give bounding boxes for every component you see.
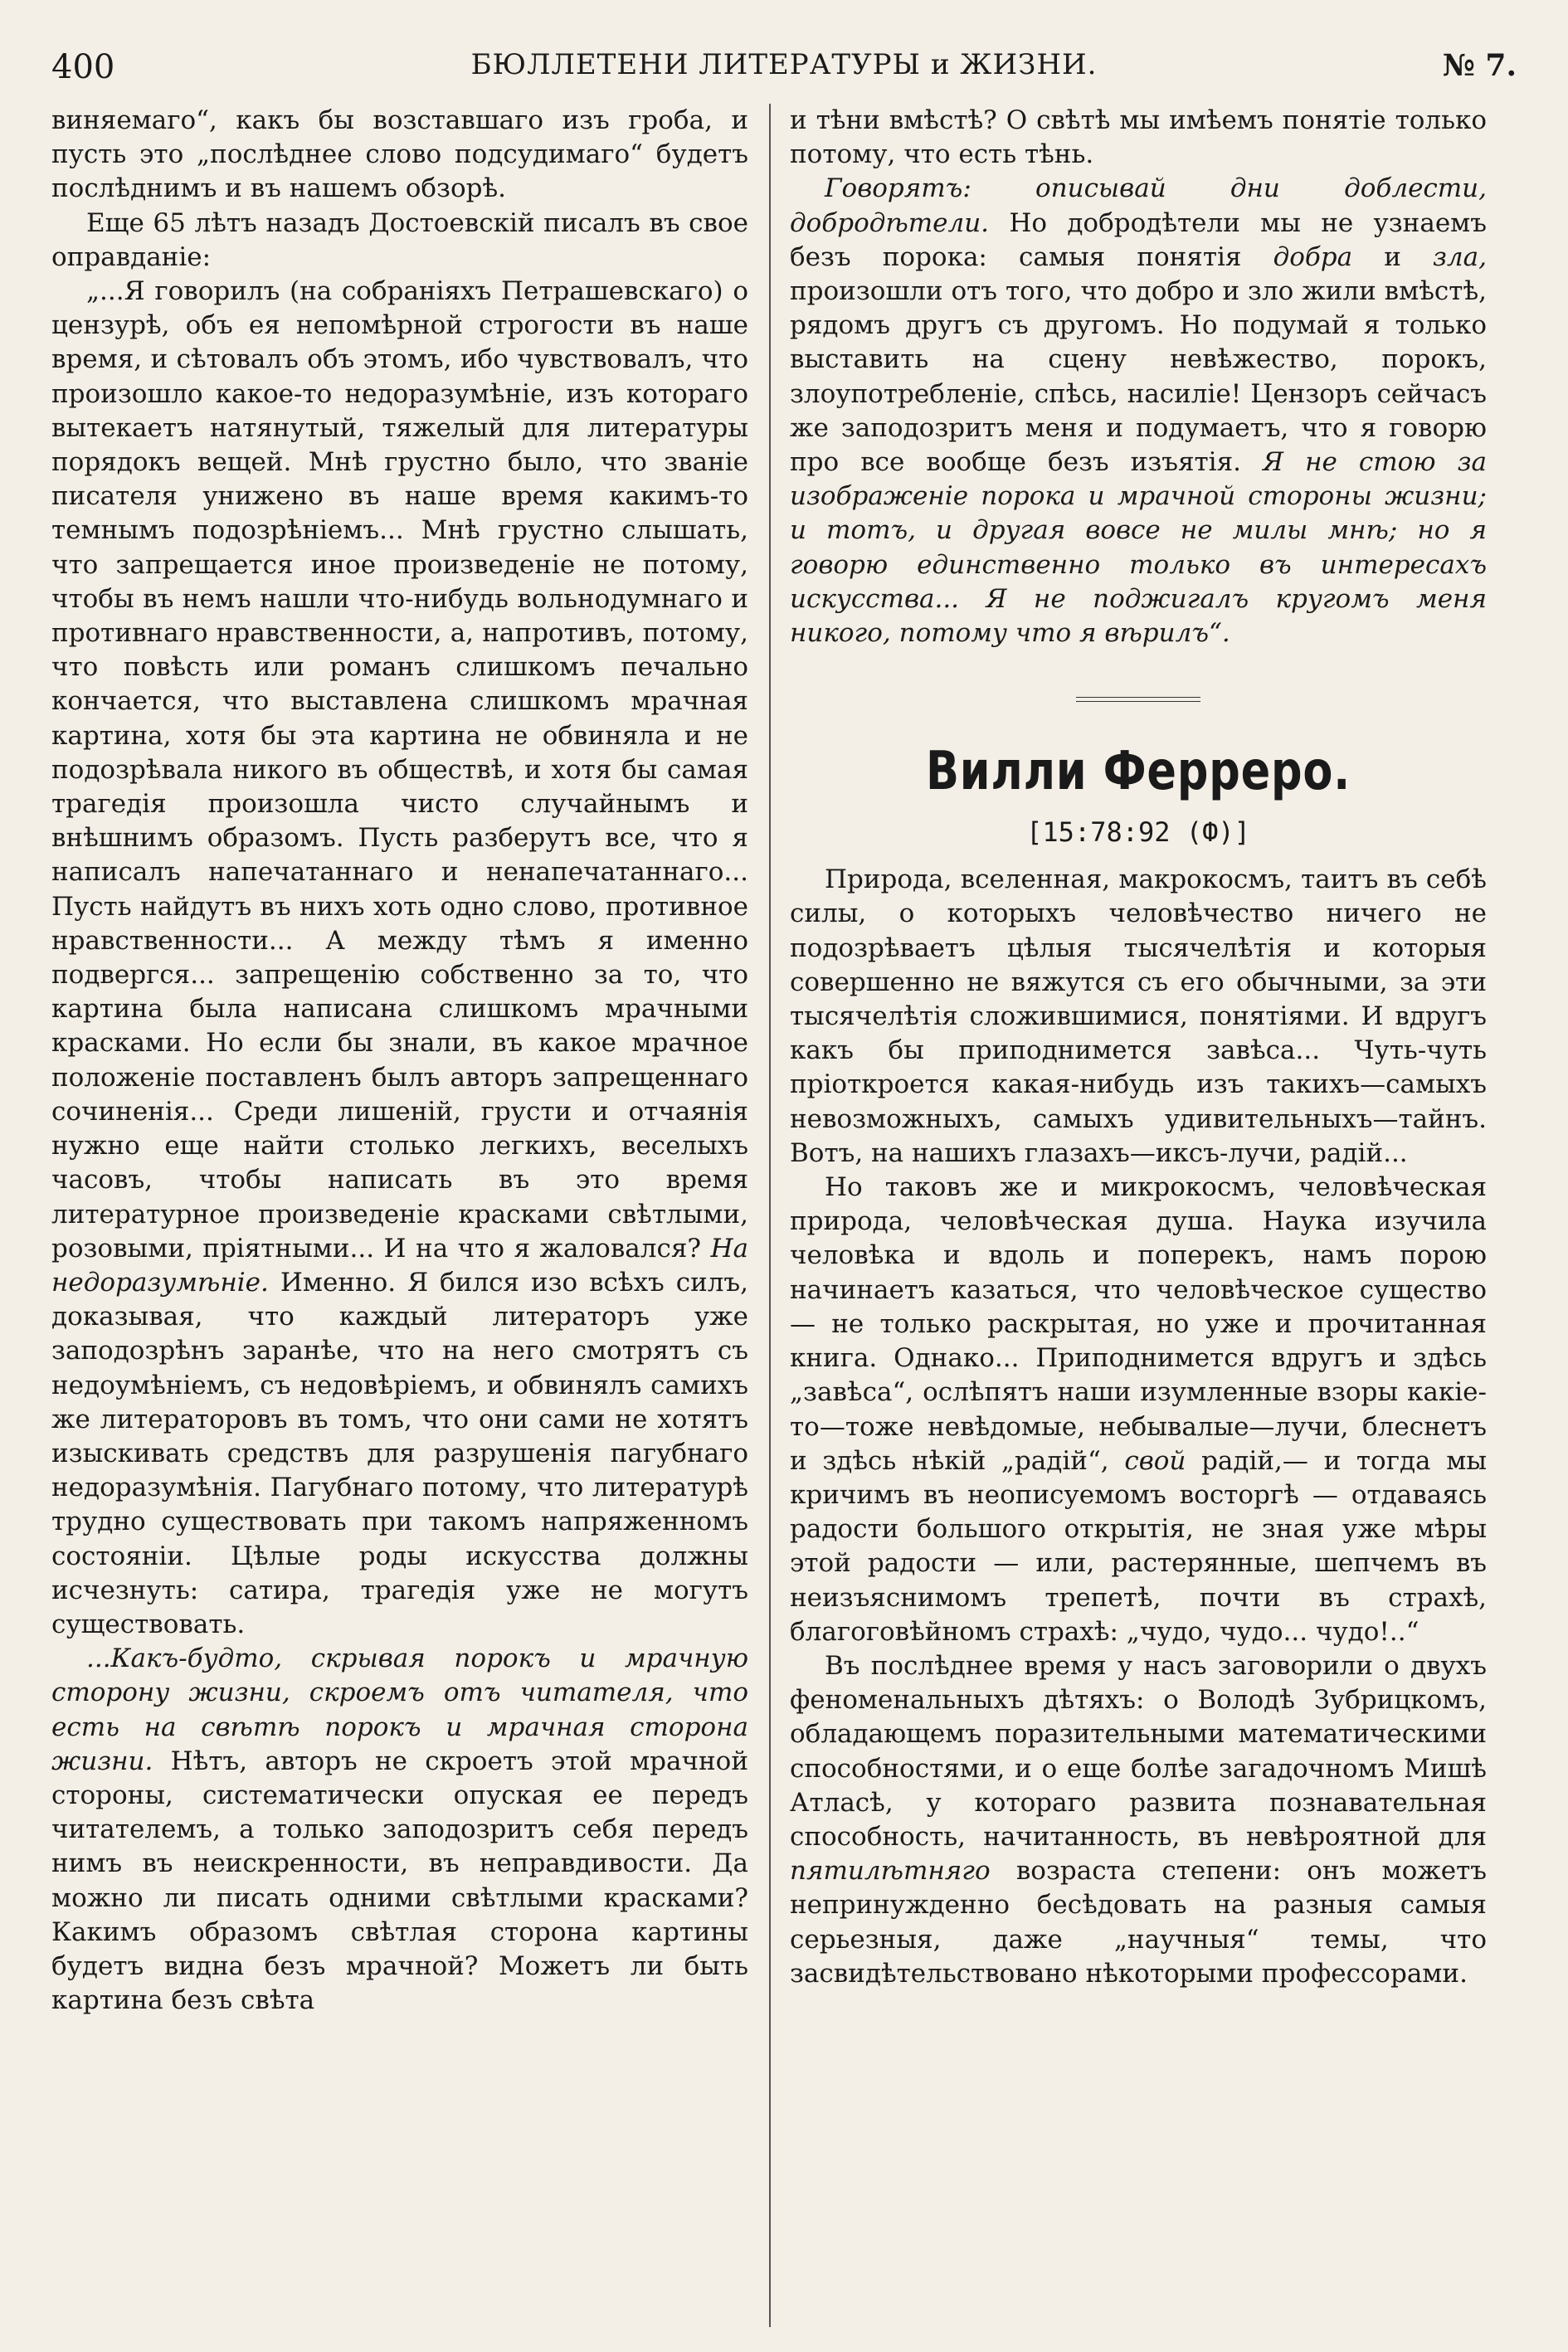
page-number: 400: [51, 48, 115, 86]
italic-run: свой: [1124, 1445, 1186, 1476]
article-classification-code: [15:78:92 (Ф)]: [1026, 816, 1250, 849]
text-run: Нѣтъ, авторъ не скроетъ этой мрачной стороны, систематически опуская ее передъ читателемъ, а только заподозритъ себя передъ нимъ въ неискренности, въ неправдивости. Да можно ли писать одними свѣтлыми красками? Какимъ образомъ свѣтлая сторона картины будетъ видна безъ мрачной? Можетъ ли быть картина безъ свѣта: [51, 1746, 748, 2016]
journal-title: БЮЛЛЕТЕНИ ЛИТЕРАТУРЫ и ЖИЗНИ.: [470, 48, 1098, 81]
text-run: произошли отъ того, что добро и зло жили вмѣстѣ, рядомъ другъ съ другомъ. Но подумай я только выставить на сцену невѣжество, порокъ, злоупотребленіе, спѣсь, насиліе! Цензоръ сейчасъ же заподозритъ меня и подумаетъ, что я говорю про все вообще безъ изъятія.: [790, 276, 1487, 478]
italic-run: Говорятъ: описывай дни доблести, добродѣтели.: [790, 173, 1487, 238]
italic-run: зла,: [1433, 241, 1487, 272]
italic-run: ...Какъ-будто, скрывая порокъ и мрачную сторону жизни, скроемъ отъ читателя, что есть на свѣтѣ порокъ и мрачная сторона жизни.: [51, 1643, 748, 1776]
text-run: возраста степени: онъ можетъ непринужденно бесѣдовать на разныя самыя серьезныя, даже „научныя“ темы, что засвидѣтельствовано нѣкоторыми профессорами.: [790, 1856, 1487, 1989]
article-title: Вилли Ферреро.: [925, 741, 1351, 803]
italic-run: Я не стою за изображеніе порока и мрачной стороны жизни; и тотъ, и другая вовсе не милы мнѣ; но я говорю единственно только въ интересахъ искусства... Я не поджигалъ кругомъ меня никого, потому что я вѣрилъ“.: [790, 447, 1487, 649]
right-column: [790, 104, 1487, 2327]
text-run: Въ послѣднее время у насъ заговорили о двухъ феноменальныхъ дѣтяхъ: о Володѣ Зубрицкомъ, обладающемъ поразительными математическими способностями, и о еще болѣе загадочномъ Мишѣ Атласѣ, у котораго развита познавательная способность, начитанность, въ невѣроятной для: [790, 1650, 1487, 1852]
text-run: Именно. Я бился изо всѣхъ силъ, доказывая, что каждый литераторъ уже заподозрѣнъ заранѣе, что на него смотрятъ съ недоумѣніемъ, съ недовѣріемъ, и обвинялъ самихъ же литераторовъ въ томъ, что они сами не хотятъ изыскивать средствъ для разрушенія пагубнаго недоразумѣнія. Пагубнаго потому, что литературѣ трудно существовать при такомъ напряженномъ состояніи. Цѣлые роды искусства должны исчезнуть: сатира, трагедія уже не могутъ существовать.: [51, 1267, 748, 1639]
paragraph: [51, 207, 748, 275]
article-paragraph: [790, 1649, 1487, 1991]
quote-paragraph: [51, 1642, 748, 2018]
article-paragraph: [790, 863, 1487, 1171]
text-columns: [51, 104, 1517, 2327]
left-column: [51, 104, 748, 2327]
text-run: „...Я говорилъ (на собраніяхъ Петрашевскаго) о цензурѣ, объ ея непомѣрной строгости въ наше время, и сѣтовалъ объ этомъ, ибо чувствовалъ, что произошло какое-то недоразумѣніе, изъ котораго вытекаетъ натянутый, тяжелый для литературы порядокъ вещей. Мнѣ грустно было, что званіе писателя унижено въ наше время какимъ-то темнымъ подозрѣніемъ... Мнѣ грустно слышать, что запрещается иное произведеніе не потому, чтобы въ немъ нашли что-нибудь вольнодумнаго и противнаго нравственности, а, напротивъ, потому, что повѣсть или романъ слишкомъ печально кончается, что выставлена слишкомъ мрачная картина, хотя бы эта картина не обвиняла и не подозрѣвала никого въ обществѣ, и хотя бы самая трагедія произошла чисто случайнымъ и внѣшнимъ образомъ. Пусть разберутъ все, что я написалъ напечатаннаго и ненапечатаннаго... Пусть найдутъ въ нихъ хоть одно слово, противное нравственности... А между тѣмъ я именно подвергся... запрещенію собственно за то, что картина была написана слишкомъ мрачными красками. Но если бы знали, въ какое мрачное положеніе поставленъ былъ авторъ запрещеннаго сочиненія... Среди лишеній, грусти и отчаянія нужно еще найти столько легкихъ, веселыхъ часовъ, чтобы написать въ это время литературное произведеніе красками свѣтлыми, розовыми, пріятными... И на что я жаловался?: [51, 276, 748, 1264]
quote-paragraph: [790, 172, 1487, 650]
text-run: виняемаго“, какъ бы возставшаго изъ гроба, и пусть это „послѣднее слово подсудимаго“ будетъ послѣднимъ и въ нашемъ обзорѣ.: [51, 105, 748, 204]
issue-number: № 7.: [1442, 48, 1517, 83]
text-run: радій,— и тогда мы кричимъ въ неописуемомъ восторгѣ — отдаваясь радости большого открытія, не зная уже мѣры этой радости — или, растерянные, шепчемъ въ неизъяснимомъ трепетѣ, почти въ страхѣ, благоговѣйномъ страхѣ: „чудо, чудо... чудо!..“: [790, 1445, 1487, 1647]
paragraph: [51, 104, 748, 207]
article-paragraph: [790, 1171, 1487, 1649]
text-run: и: [1384, 241, 1401, 272]
text-run: Еще 65 лѣтъ назадъ Достоевскій писалъ въ свое оправданіе:: [51, 207, 748, 272]
quote-paragraph: [51, 275, 748, 1642]
italic-run: На недоразумѣніе.: [51, 1233, 748, 1298]
column-divider: [769, 104, 771, 2327]
italic-run: добра: [1273, 241, 1353, 272]
text-run: и тѣни вмѣстѣ? О свѣтѣ мы имѣемъ понятіе только потому, что есть тѣнь.: [790, 105, 1487, 170]
quote-continuation: [790, 104, 1487, 172]
text-run: Природа, вселенная, макрокосмъ, таитъ въ себѣ силы, о которыхъ человѣчество ничего не подозрѣваетъ цѣлыя тысячелѣтія и которыя совершенно не вяжутся съ его обычными, за эти тысячелѣтія сложившимися, понятіями. И вдругъ какъ бы приподнимется завѣса... Чуть-чуть пріоткроется какая-нибудь изъ такихъ—самыхъ невозможныхъ, самыхъ удивительныхъ—тайнъ. Вотъ, на нашихъ глазахъ—иксъ-лучи, радій...: [790, 864, 1487, 1168]
running-header: [51, 32, 1517, 90]
text-run: Но добродѣтели мы не узнаемъ безъ порока: самыя понятія: [790, 207, 1487, 272]
italic-run: пятилѣтняго: [790, 1856, 991, 1887]
section-separator: [1076, 697, 1200, 702]
text-run: Но таковъ же и микрокосмъ, человѣческая природа, человѣческая душа. Наука изучила человѣка и вдоль и поперекъ, намъ порою начинаетъ казаться, что человѣческое существо — не только раскрытая, но уже и прочитанная книга. Однако... Приподнимется вдругъ и здѣсь „завѣса“, ослѣпятъ наши изумленные взоры какіе-то—тоже невѣдомые, небывалые—лучи, блеснетъ и здѣсь нѣкій „радій“,: [790, 1172, 1487, 1476]
